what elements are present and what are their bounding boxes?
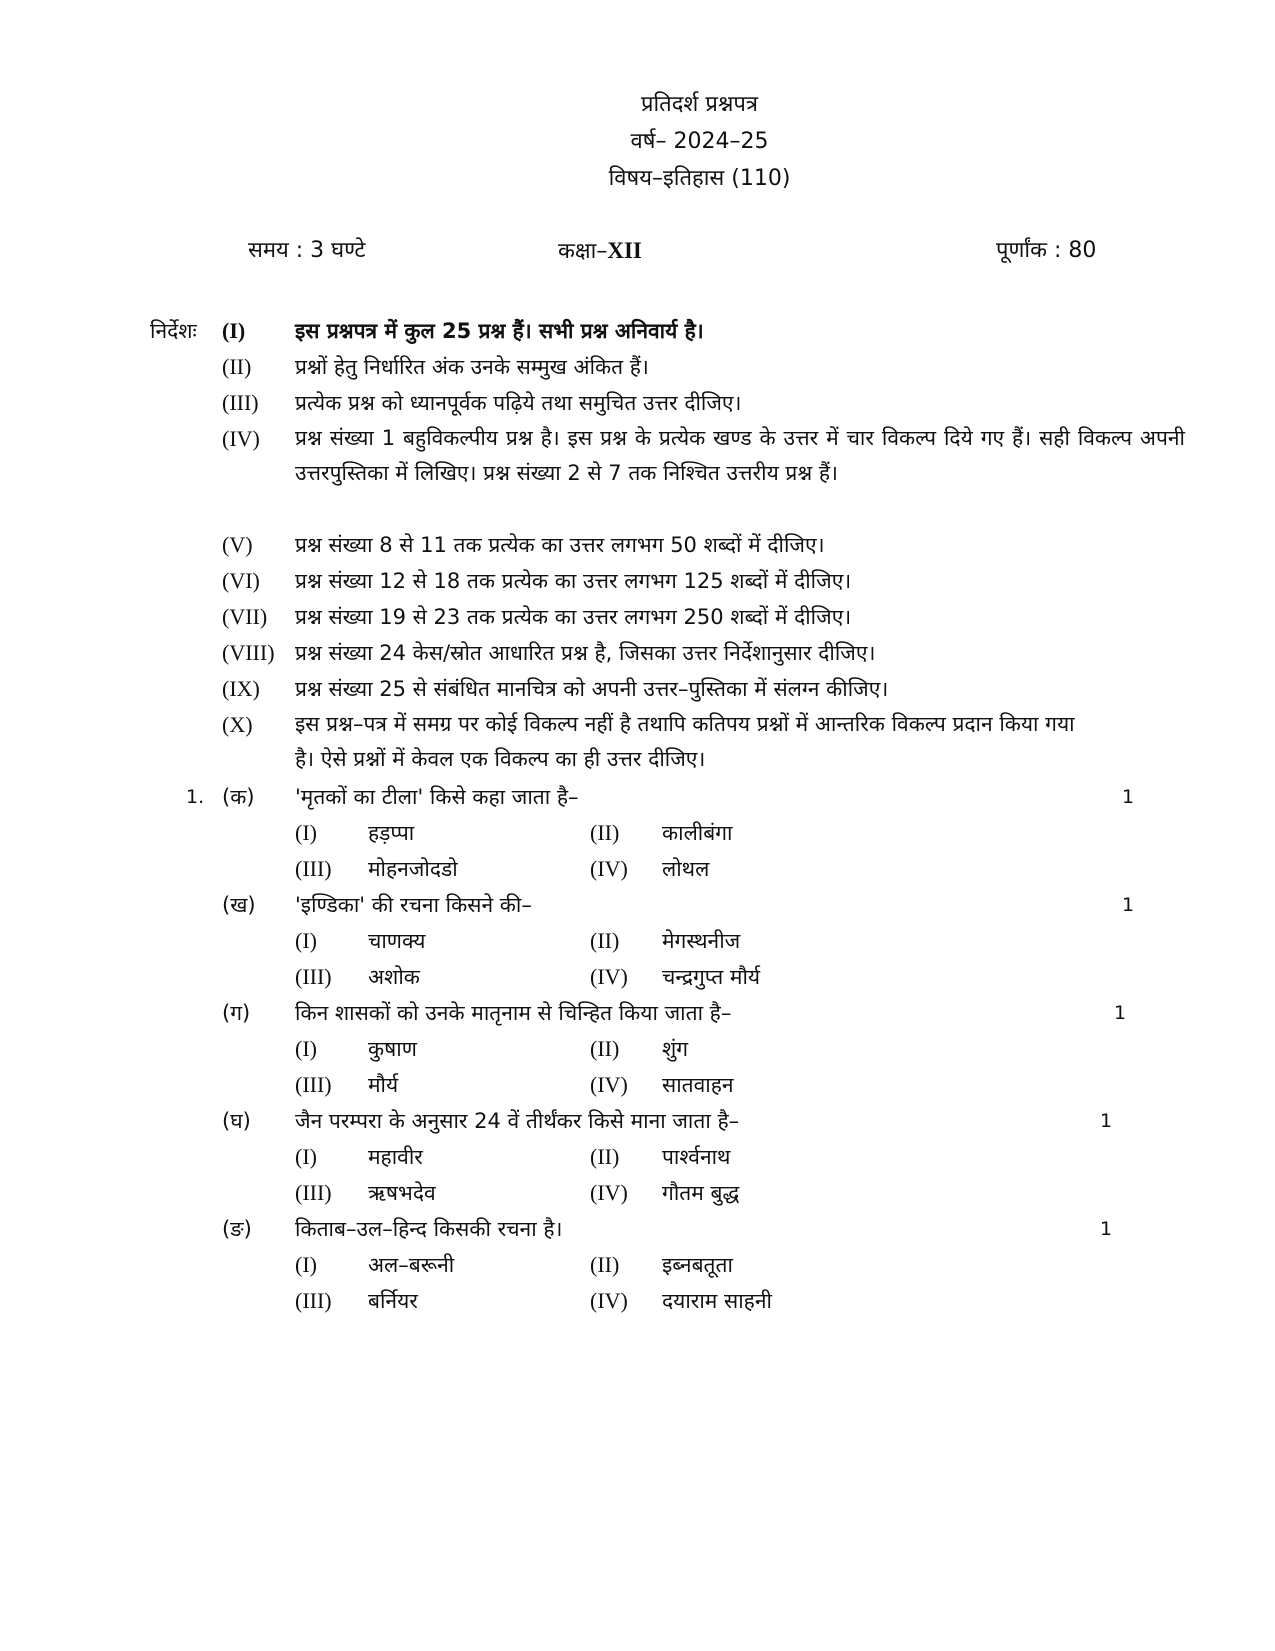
option-number: (IV) <box>590 964 628 989</box>
option-text: पार्श्वनाथ <box>662 1145 731 1169</box>
question-part-marks: 1 <box>1122 786 1135 808</box>
option-text: कुषाण <box>368 1037 417 1061</box>
question-number: 1. <box>186 786 205 808</box>
option-number: (III) <box>295 964 332 989</box>
option-text: शुंग <box>662 1037 689 1061</box>
option-number: (I) <box>295 1144 317 1169</box>
question-part-marks: 1 <box>1122 894 1135 916</box>
instruction-text: प्रश्न संख्या 19 से 23 तक प्रत्येक का उत्तर लगभग 250 शब्दों में दीजिए। <box>295 605 852 629</box>
class-value: XII <box>607 238 642 263</box>
paper-year: वर्ष– 2024–25 <box>630 129 769 154</box>
instructions-heading: निर्देशः <box>150 319 197 343</box>
option-number: (I) <box>295 1036 317 1061</box>
instruction-text: प्रश्न संख्या 25 से संबंधित मानचित्र को अपनी उत्तर–पुस्तिका में संलग्न कीजिए। <box>295 677 889 701</box>
option-number: (I) <box>295 928 317 953</box>
option-number: (III) <box>295 1180 332 1205</box>
question-part-marks: 1 <box>1100 1110 1113 1132</box>
question-part-text: 'मृतकों का टीला' किसे कहा जाता है– <box>295 785 579 809</box>
instruction-number: (VIII) <box>222 640 275 665</box>
instruction-text: इस प्रश्न–पत्र में समग्र पर कोई विकल्प नहीं है तथापि कतिपय प्रश्नों में आन्तरिक विकल्प प्रदान किया गया है। ऐसे प्रश्नों में केवल एक विकल्प का ही उत्तर दीजिए। <box>295 712 1075 771</box>
instruction-text: प्रश्न संख्या 8 से 11 तक प्रत्येक का उत्तर लगभग 50 शब्दों में दीजिए। <box>295 533 825 557</box>
instruction-number: (II) <box>222 354 252 379</box>
exam-duration: समय : 3 घण्टे <box>248 238 366 263</box>
instruction-text: प्रश्न संख्या 1 बहुविकल्पीय प्रश्न है। इस प्रश्न के प्रत्येक खण्ड के उत्तर में चार विकल्प दिये गए हैं। सही विकल्प अपनी उत्तरपुस्तिका में लिखिए। प्रश्न संख्या 2 से 7 तक निश्चित उत्तरीय प्रश्न हैं। <box>295 426 1185 485</box>
option-text: महावीर <box>368 1145 423 1169</box>
instruction-text: प्रत्येक प्रश्न को ध्यानपूर्वक पढ़िये तथा समुचित उत्तर दीजिए। <box>295 391 742 415</box>
option-number: (III) <box>295 1288 332 1313</box>
option-number: (III) <box>295 1072 332 1097</box>
option-number: (IV) <box>590 1072 628 1097</box>
option-text: चाणक्य <box>368 929 426 953</box>
instruction-text: प्रश्न संख्या 12 से 18 तक प्रत्येक का उत्तर लगभग 125 शब्दों में दीजिए। <box>295 569 852 593</box>
option-number: (IV) <box>590 1180 628 1205</box>
option-text: मौर्य <box>368 1073 399 1097</box>
question-part-label: (ग) <box>222 1001 251 1025</box>
question-part-marks: 1 <box>1114 1002 1127 1024</box>
instruction-text: प्रश्न संख्या 24 केस/स्रोत आधारित प्रश्न है, जिसका उत्तर निर्देशानुसार दीजिए। <box>295 641 876 665</box>
option-text: बर्नियर <box>368 1289 418 1313</box>
instruction-number: (IV) <box>222 426 260 451</box>
option-text: अल–बरूनी <box>368 1253 455 1277</box>
option-number: (II) <box>590 1252 620 1277</box>
option-number: (II) <box>590 928 620 953</box>
instruction-number: (X) <box>222 712 253 737</box>
option-text: मोहनजोदडो <box>368 857 458 881</box>
question-part-marks: 1 <box>1100 1218 1113 1240</box>
class-label: कक्षा– <box>558 239 608 264</box>
option-number: (I) <box>295 820 317 845</box>
instruction-text: प्रश्नों हेतु निर्धारित अंक उनके सम्मुख अंकित हैं। <box>295 355 649 379</box>
option-text: दयाराम साहनी <box>662 1289 772 1313</box>
instruction-number: (VI) <box>222 568 260 593</box>
question-part-label: (ख) <box>222 893 256 917</box>
paper-subject: विषय–इतिहास (110) <box>608 166 791 191</box>
instruction-number: (IX) <box>222 676 260 701</box>
option-text: सातवाहन <box>662 1073 734 1097</box>
question-part-text: किन शासकों को उनके मातृनाम से चिन्हित किया जाता है– <box>295 1001 732 1025</box>
question-part-label: (घ) <box>222 1109 251 1133</box>
option-text: ऋषभदेव <box>368 1181 436 1205</box>
question-part-text: जैन परम्परा के अनुसार 24 वें तीर्थंकर किसे माना जाता है– <box>295 1109 740 1133</box>
option-number: (IV) <box>590 856 628 881</box>
option-text: लोथल <box>662 857 710 881</box>
option-text: मेगस्थनीज <box>662 929 741 953</box>
max-marks: पूर्णांक : 80 <box>996 238 1097 263</box>
option-text: अशोक <box>368 965 420 989</box>
option-number: (I) <box>295 1252 317 1277</box>
exam-class <box>558 236 642 267</box>
option-text: इब्नबतूता <box>662 1253 733 1277</box>
paper-title: प्रतिदर्श प्रश्नपत्र <box>640 92 759 117</box>
instruction-number: (I) <box>222 318 246 343</box>
question-part-label: (ङ) <box>222 1217 252 1241</box>
instruction-number: (III) <box>222 390 259 415</box>
question-part-text: किताब–उल–हिन्द किसकी रचना है। <box>295 1217 563 1241</box>
option-text: गौतम बुद्ध <box>662 1181 740 1205</box>
instruction-number: (VII) <box>222 604 268 629</box>
option-number: (II) <box>590 1144 620 1169</box>
question-part-text: 'इण्डिका' की रचना किसने की– <box>295 893 532 917</box>
instruction-number: (V) <box>222 532 253 557</box>
option-number: (III) <box>295 856 332 881</box>
option-number: (II) <box>590 820 620 845</box>
option-text: कालीबंगा <box>662 821 733 845</box>
instruction-text: इस प्रश्नपत्र में कुल 25 प्रश्न हैं। सभी प्रश्न अनिवार्य है। <box>295 319 704 343</box>
option-text: चन्द्रगुप्त मौर्य <box>662 965 761 989</box>
option-text: हड़प्पा <box>368 821 415 845</box>
option-number: (IV) <box>590 1288 628 1313</box>
option-number: (II) <box>590 1036 620 1061</box>
question-part-label: (क) <box>222 785 255 809</box>
